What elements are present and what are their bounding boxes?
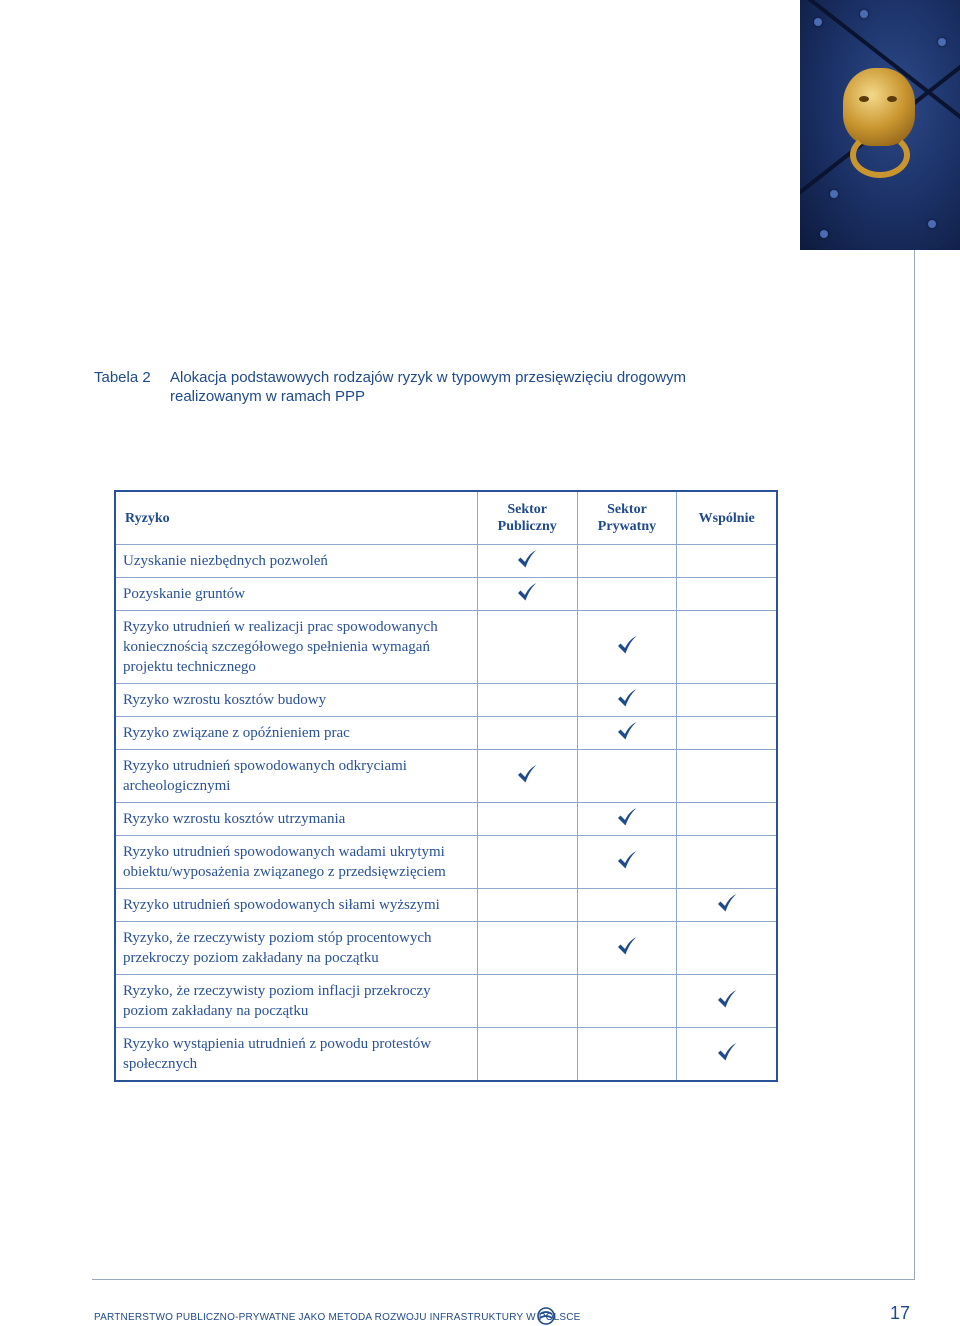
- risk-name: Ryzyko utrudnień w realizacji prac spowodowanych koniecznością szczegółowego spełnienia wymagań projektu technicznego: [115, 611, 477, 684]
- risk-allocation-table: [114, 490, 778, 1082]
- risk-name: Ryzyko, że rzeczywisty poziom inflacji przekroczy poziom zakładany na początku: [115, 975, 477, 1028]
- header-shared: Wspólnie: [677, 491, 777, 545]
- cell-private: [577, 717, 677, 750]
- table-row: [115, 1028, 777, 1082]
- cell-private: [577, 836, 677, 889]
- cell-shared: [677, 750, 777, 803]
- cell-public: [477, 1028, 577, 1082]
- cell-private: [577, 750, 677, 803]
- cell-public: [477, 578, 577, 611]
- risk-name: Ryzyko wzrostu kosztów budowy: [115, 684, 477, 717]
- risk-name: Ryzyko wzrostu kosztów utrzymania: [115, 803, 477, 836]
- publisher-logo-icon: [537, 1307, 555, 1325]
- checkmark-icon: [616, 688, 638, 708]
- cell-shared: [677, 684, 777, 717]
- cell-shared: [677, 545, 777, 578]
- cell-public: [477, 803, 577, 836]
- checkmark-icon: [716, 989, 738, 1009]
- checkmark-icon: [616, 721, 638, 741]
- risk-name: Ryzyko utrudnień spowodowanych odkryciami archeologicznymi: [115, 750, 477, 803]
- checkmark-icon: [616, 850, 638, 870]
- checkmark-icon: [516, 582, 538, 602]
- table-row: [115, 836, 777, 889]
- risk-name: Ryzyko utrudnień spowodowanych wadami ukrytymi obiektu/wyposażenia związanego z przedsięwzięciem: [115, 836, 477, 889]
- risk-name: Ryzyko wystąpienia utrudnień z powodu protestów społecznych: [115, 1028, 477, 1082]
- table-row: [115, 578, 777, 611]
- cell-shared: [677, 836, 777, 889]
- table-row: [115, 922, 777, 975]
- checkmark-icon: [616, 635, 638, 655]
- table-row: [115, 750, 777, 803]
- table-caption: [94, 368, 794, 406]
- table-body: [115, 545, 777, 1082]
- table-row: [115, 545, 777, 578]
- cell-public: [477, 611, 577, 684]
- risk-name: Ryzyko, że rzeczywisty poziom stóp procentowych przekroczy poziom zakładany na początku: [115, 922, 477, 975]
- table-header-row: [115, 491, 777, 545]
- cell-private: [577, 578, 677, 611]
- table-row: [115, 889, 777, 922]
- caption-label: Tabela 2: [94, 369, 151, 386]
- cell-public: [477, 975, 577, 1028]
- table-row: [115, 717, 777, 750]
- cell-shared: [677, 975, 777, 1028]
- checkmark-icon: [616, 936, 638, 956]
- risk-name: Pozyskanie gruntów: [115, 578, 477, 611]
- checkmark-icon: [716, 893, 738, 913]
- checkmark-icon: [516, 764, 538, 784]
- door-knocker-photo: [800, 0, 960, 250]
- risk-name: Uzyskanie niezbędnych pozwoleń: [115, 545, 477, 578]
- footer-divider: [92, 1279, 914, 1280]
- caption-line-2: realizowanym w ramach PPP: [170, 388, 366, 405]
- header-risk: Ryzyko: [115, 491, 477, 545]
- cell-private: [577, 611, 677, 684]
- cell-public: [477, 836, 577, 889]
- checkmark-icon: [716, 1042, 738, 1062]
- cell-public: [477, 922, 577, 975]
- table-row: [115, 684, 777, 717]
- checkmark-icon: [616, 807, 638, 827]
- table-row: [115, 611, 777, 684]
- caption-line-1: Alokacja podstawowych rodzajów ryzyk w typowym przesięwzięciu drogowym: [170, 369, 687, 386]
- cell-private: [577, 889, 677, 922]
- cell-private: [577, 1028, 677, 1082]
- table-row: [115, 803, 777, 836]
- cell-public: [477, 889, 577, 922]
- cell-shared: [677, 578, 777, 611]
- risk-name: Ryzyko utrudnień spowodowanych siłami wyższymi: [115, 889, 477, 922]
- risk-name: Ryzyko związane z opóźnieniem prac: [115, 717, 477, 750]
- cell-shared: [677, 803, 777, 836]
- page-divider-vertical: [914, 250, 915, 1280]
- cell-shared: [677, 611, 777, 684]
- cell-private: [577, 803, 677, 836]
- cell-private: [577, 975, 677, 1028]
- cell-shared: [677, 922, 777, 975]
- cell-private: [577, 684, 677, 717]
- cell-private: [577, 545, 677, 578]
- footer-title: PARTNERSTWO PUBLICZNO-PRYWATNE JAKO METODA ROZWOJU INFRASTRUKTURY W POLSCE: [94, 1312, 581, 1323]
- cell-shared: [677, 717, 777, 750]
- knocker-ring: [850, 132, 910, 178]
- page-number: 17: [890, 1303, 911, 1323]
- cell-public: [477, 750, 577, 803]
- cell-shared: [677, 889, 777, 922]
- table-row: [115, 975, 777, 1028]
- cell-public: [477, 545, 577, 578]
- cell-public: [477, 684, 577, 717]
- cell-shared: [677, 1028, 777, 1082]
- checkmark-icon: [516, 549, 538, 569]
- cell-private: [577, 922, 677, 975]
- cell-public: [477, 717, 577, 750]
- header-public-sector: Sektor Publiczny: [477, 491, 577, 545]
- header-private-sector: Sektor Prywatny: [577, 491, 677, 545]
